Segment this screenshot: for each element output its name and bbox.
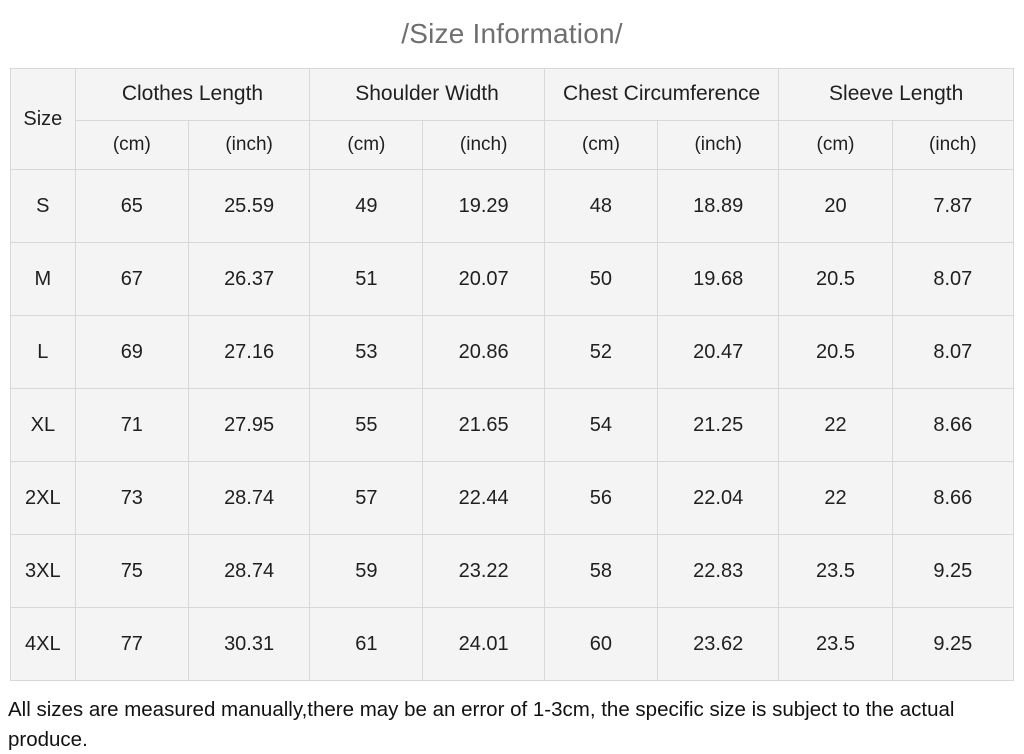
header-unit-cm-sleeve-length: (cm) xyxy=(779,120,892,170)
cell-cm: 75 xyxy=(75,535,188,608)
cell-cm: 50 xyxy=(544,243,657,316)
cell-cm: 61 xyxy=(310,608,423,681)
table-row xyxy=(11,170,1014,243)
table-row xyxy=(11,389,1014,462)
header-size: Size xyxy=(11,69,76,170)
cell-inch: 27.95 xyxy=(188,389,309,462)
table-body xyxy=(11,170,1014,681)
cell-cm: 65 xyxy=(75,170,188,243)
cell-inch: 22.44 xyxy=(423,462,544,535)
cell-cm: 23.5 xyxy=(779,535,892,608)
row-size-label: M xyxy=(11,243,76,316)
cell-cm: 51 xyxy=(310,243,423,316)
cell-cm: 20 xyxy=(779,170,892,243)
measurement-note: All sizes are measured manually,there may be an error of 1-3cm, the specific size is subject to the actual produce. xyxy=(8,698,955,751)
cell-inch: 20.47 xyxy=(658,316,779,389)
cell-cm: 69 xyxy=(75,316,188,389)
size-table xyxy=(10,68,1014,681)
cell-inch: 19.68 xyxy=(658,243,779,316)
row-size-label: 4XL xyxy=(11,608,76,681)
header-unit-cm-shoulder-width: (cm) xyxy=(310,120,423,170)
cell-inch: 22.04 xyxy=(658,462,779,535)
table-row xyxy=(11,535,1014,608)
cell-inch: 8.07 xyxy=(892,243,1013,316)
cell-inch: 30.31 xyxy=(188,608,309,681)
cell-cm: 48 xyxy=(544,170,657,243)
header-group-clothes-length: Clothes Length xyxy=(75,69,310,121)
header-unit-cm-clothes-length: (cm) xyxy=(75,120,188,170)
cell-inch: 19.29 xyxy=(423,170,544,243)
cell-inch: 28.74 xyxy=(188,462,309,535)
table-row xyxy=(11,462,1014,535)
cell-cm: 53 xyxy=(310,316,423,389)
table-head xyxy=(11,69,1014,170)
cell-inch: 23.22 xyxy=(423,535,544,608)
header-unit-cm-chest: (cm) xyxy=(544,120,657,170)
cell-inch: 9.25 xyxy=(892,535,1013,608)
header-group-sleeve-length: Sleeve Length xyxy=(779,69,1014,121)
header-group-shoulder-width: Shoulder Width xyxy=(310,69,545,121)
header-unit-inch-chest: (inch) xyxy=(658,120,779,170)
cell-cm: 71 xyxy=(75,389,188,462)
cell-inch: 22.83 xyxy=(658,535,779,608)
row-size-label: XL xyxy=(11,389,76,462)
cell-cm: 23.5 xyxy=(779,608,892,681)
header-unit-inch-shoulder-width: (inch) xyxy=(423,120,544,170)
cell-cm: 58 xyxy=(544,535,657,608)
cell-inch: 28.74 xyxy=(188,535,309,608)
cell-inch: 8.66 xyxy=(892,462,1013,535)
cell-cm: 54 xyxy=(544,389,657,462)
size-table-container xyxy=(0,68,1024,681)
header-unit-inch-sleeve-length: (inch) xyxy=(892,120,1013,170)
cell-inch: 20.07 xyxy=(423,243,544,316)
cell-cm: 56 xyxy=(544,462,657,535)
table-row xyxy=(11,608,1014,681)
header-group-chest-circumference: Chest Circumference xyxy=(544,69,779,121)
cell-inch: 18.89 xyxy=(658,170,779,243)
row-size-label: 2XL xyxy=(11,462,76,535)
cell-cm: 55 xyxy=(310,389,423,462)
cell-inch: 21.25 xyxy=(658,389,779,462)
cell-cm: 67 xyxy=(75,243,188,316)
cell-inch: 21.65 xyxy=(423,389,544,462)
cell-cm: 22 xyxy=(779,389,892,462)
cell-inch: 27.16 xyxy=(188,316,309,389)
cell-cm: 22 xyxy=(779,462,892,535)
cell-cm: 20.5 xyxy=(779,316,892,389)
cell-inch: 25.59 xyxy=(188,170,309,243)
cell-cm: 59 xyxy=(310,535,423,608)
cell-inch: 7.87 xyxy=(892,170,1013,243)
cell-inch: 24.01 xyxy=(423,608,544,681)
row-size-label: S xyxy=(11,170,76,243)
row-size-label: L xyxy=(11,316,76,389)
header-row-groups xyxy=(11,69,1014,121)
cell-inch: 23.62 xyxy=(658,608,779,681)
cell-inch: 8.66 xyxy=(892,389,1013,462)
cell-inch: 26.37 xyxy=(188,243,309,316)
cell-inch: 20.86 xyxy=(423,316,544,389)
cell-cm: 52 xyxy=(544,316,657,389)
cell-cm: 60 xyxy=(544,608,657,681)
cell-cm: 73 xyxy=(75,462,188,535)
cell-cm: 77 xyxy=(75,608,188,681)
cell-inch: 9.25 xyxy=(892,608,1013,681)
row-size-label: 3XL xyxy=(11,535,76,608)
page-title: /Size Information/ xyxy=(401,18,623,49)
cell-cm: 20.5 xyxy=(779,243,892,316)
header-unit-inch-clothes-length: (inch) xyxy=(188,120,309,170)
cell-cm: 49 xyxy=(310,170,423,243)
table-row xyxy=(11,316,1014,389)
header-row-units xyxy=(11,120,1014,170)
cell-inch: 8.07 xyxy=(892,316,1013,389)
table-row xyxy=(11,243,1014,316)
cell-cm: 57 xyxy=(310,462,423,535)
